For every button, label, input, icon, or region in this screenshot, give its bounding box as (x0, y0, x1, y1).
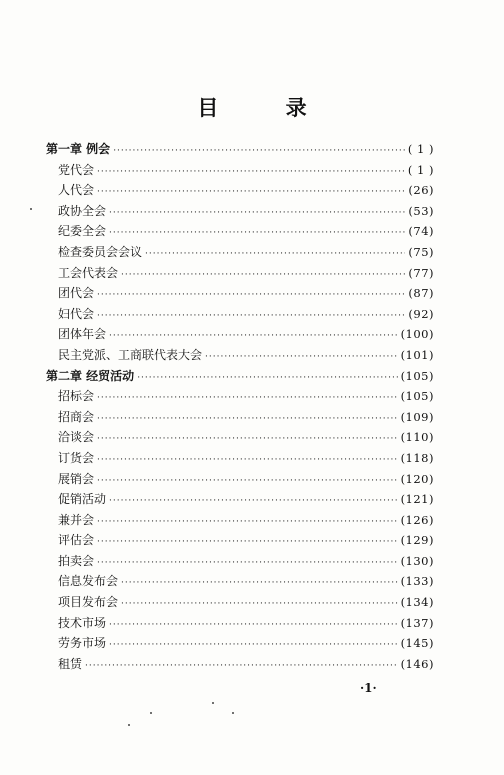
toc-label: 工会代表会 (58, 265, 119, 280)
toc-entry-row (46, 160, 434, 181)
toc-label: 团体年会 (58, 327, 107, 342)
toc-page-number: (129) (400, 533, 434, 548)
toc-page-number: (121) (400, 492, 434, 507)
toc-label: 招标会 (58, 389, 95, 404)
dot-leader (97, 532, 398, 553)
toc-entry-row (46, 242, 434, 263)
toc-label: 信息发布会 (58, 574, 119, 589)
dot-leader (113, 141, 405, 162)
page-number: ·1· (360, 681, 377, 695)
dot-leader (205, 347, 398, 368)
toc-page-number: (146) (400, 656, 434, 671)
toc-entry-row (46, 571, 434, 592)
dot-leader (97, 429, 398, 450)
toc-entry-row (46, 427, 434, 448)
dot-leader (109, 635, 398, 656)
toc-page-number: (126) (400, 512, 434, 527)
toc-label: 技术市场 (58, 615, 107, 630)
toc-page-number: (101) (400, 347, 434, 362)
toc-label: 评估会 (58, 533, 95, 548)
scan-speck (30, 208, 32, 210)
toc-entry-row (46, 592, 434, 613)
toc-label: 租赁 (58, 656, 83, 671)
toc-entry-row (46, 221, 434, 242)
toc-entry-row (46, 263, 434, 284)
dot-leader (97, 306, 405, 327)
toc-entry-row (46, 551, 434, 572)
toc-page-number: (133) (400, 574, 434, 589)
dot-leader (109, 326, 398, 347)
page-title: 目 录 (197, 96, 337, 120)
toc-label: 兼并会 (58, 512, 95, 527)
toc-entry-row (46, 201, 434, 222)
toc-page-number: (110) (400, 430, 434, 445)
dot-leader (85, 656, 398, 677)
toc-entry-row (46, 448, 434, 469)
toc-label: 订货会 (58, 450, 95, 465)
toc-label: 政协全会 (58, 203, 107, 218)
toc-label: 团代会 (58, 286, 95, 301)
toc-page-number: ( 1 ) (407, 142, 434, 156)
toc-page-number: (145) (400, 636, 434, 651)
table-of-contents (46, 139, 434, 674)
toc-label: 人代会 (58, 183, 95, 198)
toc-entry-row (46, 304, 434, 325)
toc-label: 党代会 (58, 162, 95, 177)
toc-entry-row (46, 469, 434, 490)
toc-entry-row (46, 613, 434, 634)
dot-leader (137, 368, 397, 389)
scan-speck (128, 724, 130, 726)
toc-entry-row (46, 386, 434, 407)
toc-entry-row (46, 180, 434, 201)
toc-page-number: (109) (400, 409, 434, 424)
scan-speck (212, 702, 214, 704)
toc-label: 洽谈会 (58, 430, 95, 445)
toc-chapter-row (46, 139, 434, 160)
toc-label: 促销活动 (58, 492, 107, 507)
dot-leader (109, 203, 405, 224)
toc-label: 劳务市场 (58, 636, 107, 651)
toc-page-number: (120) (400, 471, 434, 486)
toc-page-number: (137) (400, 615, 434, 630)
dot-leader (109, 615, 398, 636)
toc-page-number: (118) (400, 450, 434, 465)
toc-page-number: (130) (400, 553, 434, 568)
dot-leader (109, 491, 398, 512)
toc-page-number: (74) (408, 224, 434, 239)
toc-page-number: (100) (400, 327, 434, 342)
dot-leader (97, 553, 398, 574)
dot-leader (97, 162, 405, 183)
toc-entry-row (46, 633, 434, 654)
toc-label: 检查委员会会议 (58, 244, 143, 259)
toc-label: 纪委全会 (58, 224, 107, 239)
dot-leader (97, 409, 398, 430)
dot-leader (121, 265, 405, 286)
toc-page-number: (77) (408, 265, 434, 280)
toc-entry-row (46, 489, 434, 510)
dot-leader (121, 573, 398, 594)
toc-entry-row (46, 345, 434, 366)
scan-speck (232, 712, 234, 714)
toc-entry-row (46, 510, 434, 531)
toc-chapter-row (46, 366, 434, 387)
toc-page-number: (134) (400, 595, 434, 610)
toc-entry-row (46, 654, 434, 675)
toc-label: 妇代会 (58, 306, 95, 321)
toc-label: 民主党派、工商联代表大会 (58, 347, 203, 362)
scan-speck (150, 712, 152, 714)
dot-leader (97, 182, 405, 203)
toc-entry-row (46, 324, 434, 345)
dot-leader (97, 471, 398, 492)
toc-label: 展销会 (58, 471, 95, 486)
toc-page-number: (87) (408, 286, 434, 301)
dot-leader (145, 244, 405, 265)
toc-page-number: (75) (408, 244, 434, 259)
toc-entry-row (46, 407, 434, 428)
toc-label: 招商会 (58, 409, 95, 424)
toc-entry-row (46, 283, 434, 304)
toc-page-number: (26) (408, 183, 434, 198)
toc-page-number: (92) (408, 306, 434, 321)
dot-leader (109, 223, 405, 244)
dot-leader (97, 512, 398, 533)
toc-page-number: ( 1 ) (407, 162, 434, 177)
toc-label: 第一章 例会 (46, 142, 111, 156)
toc-entry-row (46, 530, 434, 551)
dot-leader (97, 388, 398, 409)
toc-label: 第二章 经贸活动 (46, 368, 135, 383)
dot-leader (97, 450, 398, 471)
toc-page-number: (105) (400, 389, 434, 404)
dot-leader (121, 594, 398, 615)
toc-label: 项目发布会 (58, 595, 119, 610)
toc-page-number: (105) (400, 368, 434, 383)
toc-page-number: (53) (408, 203, 434, 218)
dot-leader (97, 285, 405, 306)
toc-label: 拍卖会 (58, 553, 95, 568)
